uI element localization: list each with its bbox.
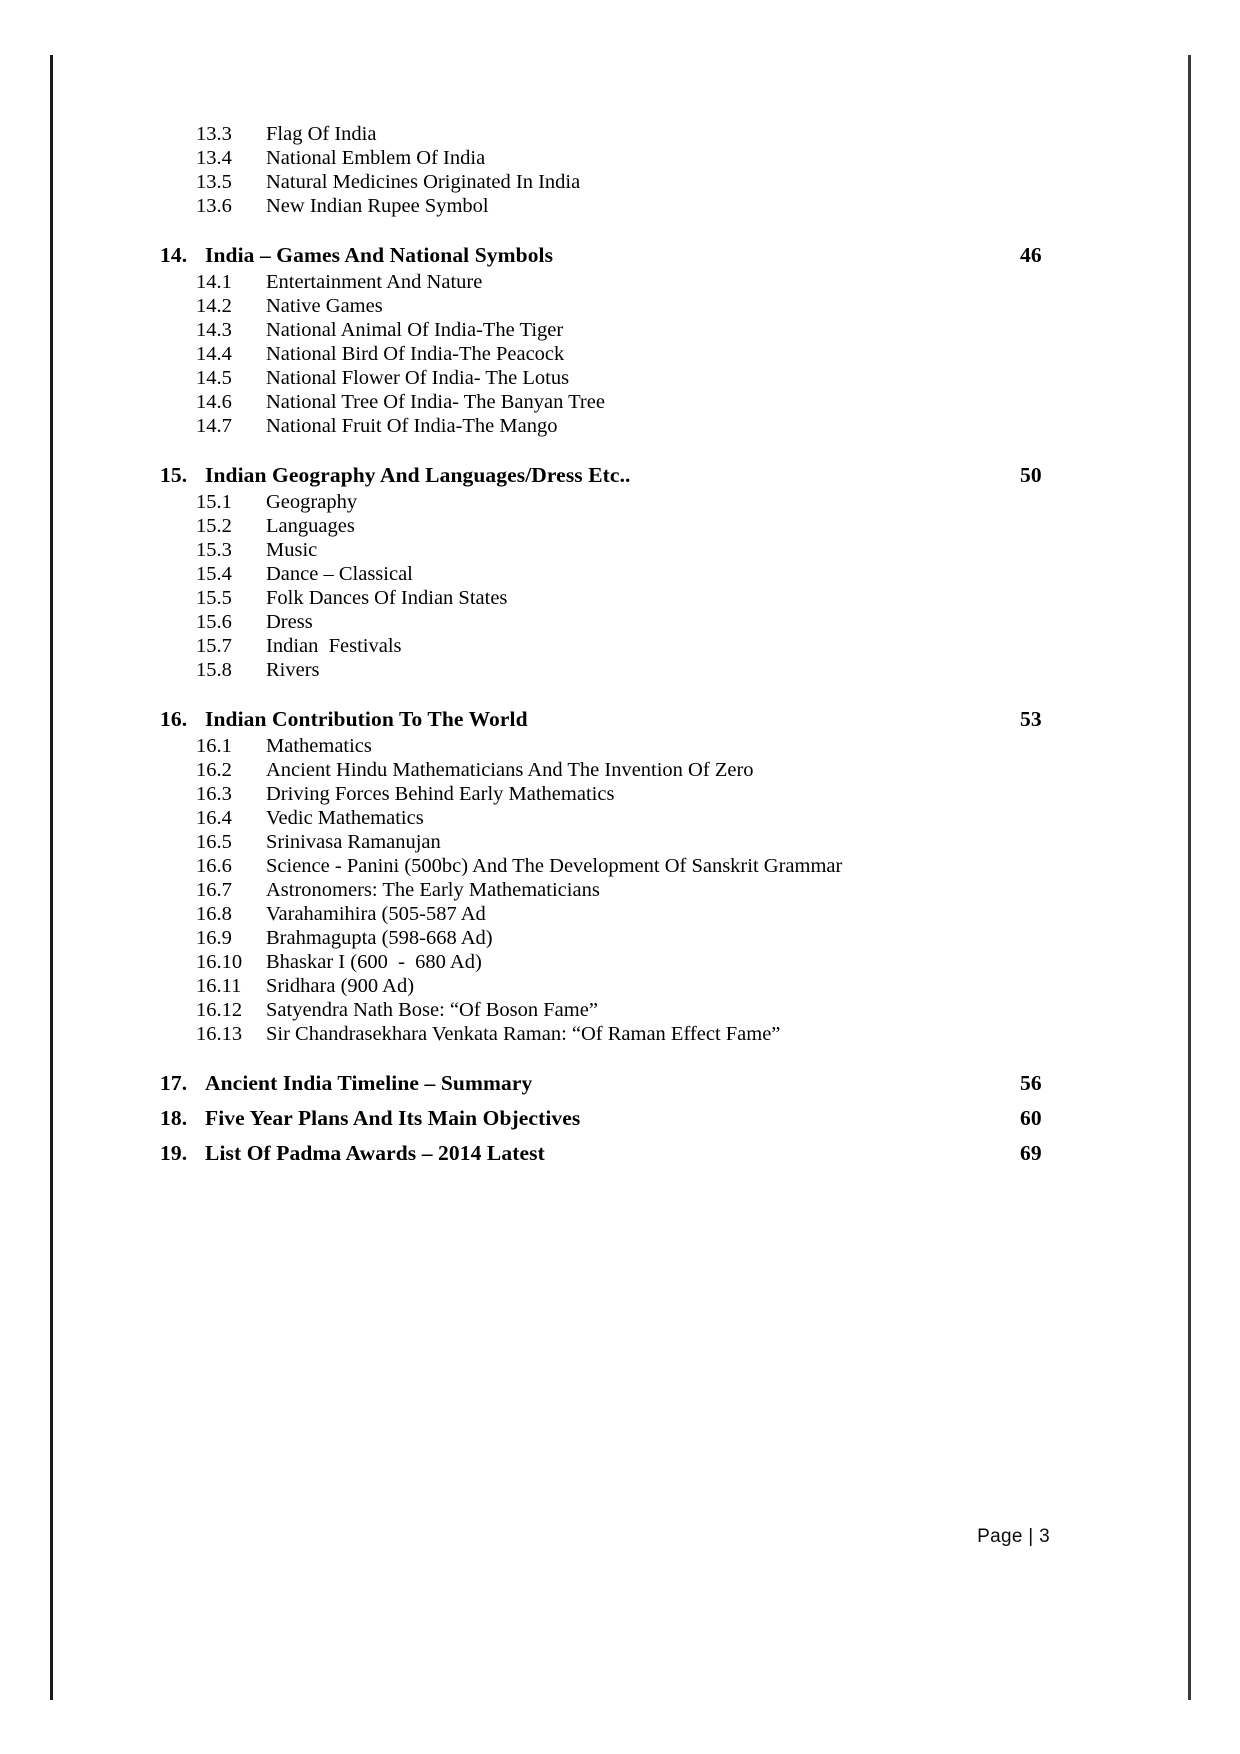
subsection-title: Sridhara (900 Ad) [266, 975, 415, 997]
subsection-number: 14.2 [196, 295, 232, 317]
subsection-title: Entertainment And Nature [266, 271, 483, 293]
subsection-number: 15.1 [196, 491, 232, 513]
chapter-number: 14. [160, 243, 188, 267]
chapter-title: Five Year Plans And Its Main Objectives [205, 1106, 581, 1130]
toc-subsection-row[interactable] [160, 974, 1080, 998]
chapter-title: List Of Padma Awards – 2014 Latest [205, 1141, 545, 1165]
subsection-number: 16.12 [196, 999, 243, 1021]
toc-subsection-row[interactable] [160, 170, 1080, 194]
toc-subsection-row[interactable] [160, 634, 1080, 658]
subsection-title: Bhaskar I (600 - 680 Ad) [266, 951, 482, 973]
subsection-title: New Indian Rupee Symbol [266, 195, 489, 217]
chapter-number: 17. [160, 1071, 188, 1095]
subsection-number: 16.7 [196, 879, 232, 901]
chapter-title: Indian Geography And Languages/Dress Etc.. [205, 463, 631, 487]
subsection-number: 16.9 [196, 927, 232, 949]
toc-subsection-row[interactable] [160, 490, 1080, 514]
subsection-title: Flag Of India [266, 123, 377, 145]
subsection-number: 14.4 [196, 343, 232, 365]
toc-subsection-row[interactable] [160, 1022, 1080, 1046]
subsection-number: 13.4 [196, 147, 232, 169]
toc-subsection-row[interactable] [160, 390, 1080, 414]
subsection-title: Folk Dances Of Indian States [266, 587, 508, 609]
toc-subsection-row[interactable] [160, 610, 1080, 634]
toc-subsection-row[interactable] [160, 342, 1080, 366]
toc-subsection-row[interactable] [160, 294, 1080, 318]
subsection-title: Brahmagupta (598-668 Ad) [266, 927, 493, 949]
subsection-title: Driving Forces Behind Early Mathematics [266, 783, 615, 805]
toc-subsection-row[interactable] [160, 758, 1080, 782]
subsection-title: Astronomers: The Early Mathematicians [266, 879, 600, 901]
toc-chapter-row[interactable] [160, 461, 1080, 490]
toc-subsection-row[interactable] [160, 318, 1080, 342]
subsection-title: National Fruit Of India-The Mango [266, 415, 558, 437]
toc-chapter-row[interactable] [160, 241, 1080, 270]
subsection-title: Science - Panini (500bc) And The Development Of Sanskrit Grammar [266, 855, 843, 877]
subsection-number: 16.2 [196, 759, 232, 781]
subsection-number: 15.6 [196, 611, 232, 633]
toc-subsection-row[interactable] [160, 658, 1080, 682]
toc-subsection-row[interactable] [160, 902, 1080, 926]
subsection-title: Languages [266, 515, 355, 537]
toc-subsection-row[interactable] [160, 806, 1080, 830]
toc-chapter-row[interactable] [160, 1069, 1080, 1098]
toc-subsection-row[interactable] [160, 146, 1080, 170]
chapter-title: Indian Contribution To The World [205, 707, 528, 731]
subsection-title: Geography [266, 491, 358, 513]
chapter-page-number: 56 [1020, 1071, 1042, 1095]
toc-subsection-row[interactable] [160, 538, 1080, 562]
toc-subsection-row[interactable] [160, 830, 1080, 854]
subsection-number: 13.6 [196, 195, 232, 217]
subsection-title: Indian Festivals [266, 635, 402, 657]
toc-chapter-row[interactable] [160, 1139, 1080, 1168]
toc-subsection-row[interactable] [160, 562, 1080, 586]
subsection-number: 16.3 [196, 783, 232, 805]
subsection-title: Sir Chandrasekhara Venkata Raman: “Of Raman Effect Fame” [266, 1023, 781, 1045]
chapter-number: 18. [160, 1106, 188, 1130]
toc-subsection-row[interactable] [160, 270, 1080, 294]
page-footer: Page | 3 [977, 1526, 1050, 1547]
subsection-number: 15.8 [196, 659, 232, 681]
subsection-title: National Tree Of India- The Banyan Tree [266, 391, 605, 413]
chapter-number: 15. [160, 463, 188, 487]
table-of-contents-list [160, 122, 1080, 1168]
chapter-title: Ancient India Timeline – Summary [205, 1071, 533, 1095]
subsection-title: Srinivasa Ramanujan [266, 831, 441, 853]
subsection-title: Vedic Mathematics [266, 807, 424, 829]
subsection-number: 16.10 [196, 951, 243, 973]
subsection-number: 16.11 [196, 975, 242, 997]
toc-subsection-row[interactable] [160, 366, 1080, 390]
subsection-number: 14.6 [196, 391, 232, 413]
toc-subsection-row[interactable] [160, 782, 1080, 806]
chapter-page-number: 69 [1020, 1141, 1042, 1165]
toc-subsection-row[interactable] [160, 586, 1080, 610]
subsection-number: 15.3 [196, 539, 232, 561]
toc-subsection-row[interactable] [160, 514, 1080, 538]
chapter-page-number: 46 [1020, 243, 1042, 267]
subsection-number: 16.4 [196, 807, 232, 829]
subsection-number: 15.4 [196, 563, 232, 585]
toc-subsection-row[interactable] [160, 194, 1080, 218]
left-margin-rule [50, 55, 53, 1700]
subsection-title: Satyendra Nath Bose: “Of Boson Fame” [266, 999, 598, 1021]
toc-subsection-row[interactable] [160, 878, 1080, 902]
subsection-title: Natural Medicines Originated In India [266, 171, 581, 193]
subsection-number: 14.1 [196, 271, 232, 293]
subsection-number: 13.5 [196, 171, 232, 193]
toc-subsection-row[interactable] [160, 998, 1080, 1022]
subsection-number: 14.3 [196, 319, 232, 341]
subsection-number: 13.3 [196, 123, 232, 145]
subsection-number: 16.6 [196, 855, 232, 877]
chapter-page-number: 50 [1020, 463, 1042, 487]
subsection-title: Native Games [266, 295, 383, 317]
subsection-title: Music [266, 539, 318, 561]
subsection-title: Rivers [266, 659, 320, 681]
chapter-page-number: 60 [1020, 1106, 1042, 1130]
chapter-page-number: 53 [1020, 707, 1042, 731]
chapter-number: 16. [160, 707, 188, 731]
toc-subsection-row[interactable] [160, 734, 1080, 758]
right-margin-rule [1188, 55, 1191, 1700]
subsection-title: Ancient Hindu Mathematicians And The Invention Of Zero [266, 759, 754, 781]
chapter-number: 19. [160, 1141, 188, 1165]
toc-subsection-row[interactable] [160, 122, 1080, 146]
subsection-title: Dance – Classical [266, 563, 413, 585]
subsection-number: 16.8 [196, 903, 232, 925]
subsection-title: National Animal Of India-The Tiger [266, 319, 564, 341]
subsection-title: Mathematics [266, 735, 372, 757]
subsection-title: Varahamihira (505-587 Ad [266, 903, 486, 925]
toc-chapter-row[interactable] [160, 705, 1080, 734]
toc-subsection-row[interactable] [160, 854, 1080, 878]
subsection-title: National Flower Of India- The Lotus [266, 367, 570, 389]
subsection-title: National Emblem Of India [266, 147, 486, 169]
subsection-number: 16.13 [196, 1023, 243, 1045]
toc-subsection-row[interactable] [160, 926, 1080, 950]
subsection-title: National Bird Of India-The Peacock [266, 343, 565, 365]
subsection-number: 15.7 [196, 635, 232, 657]
toc-subsection-row[interactable] [160, 950, 1080, 974]
toc-chapter-row[interactable] [160, 1104, 1080, 1133]
subsection-number: 16.1 [196, 735, 232, 757]
chapter-title: India – Games And National Symbols [205, 243, 554, 267]
subsection-title: Dress [266, 611, 313, 633]
subsection-number: 15.2 [196, 515, 232, 537]
subsection-number: 14.7 [196, 415, 232, 437]
toc-subsection-row[interactable] [160, 414, 1080, 438]
subsection-number: 16.5 [196, 831, 232, 853]
subsection-number: 14.5 [196, 367, 232, 389]
subsection-number: 15.5 [196, 587, 232, 609]
